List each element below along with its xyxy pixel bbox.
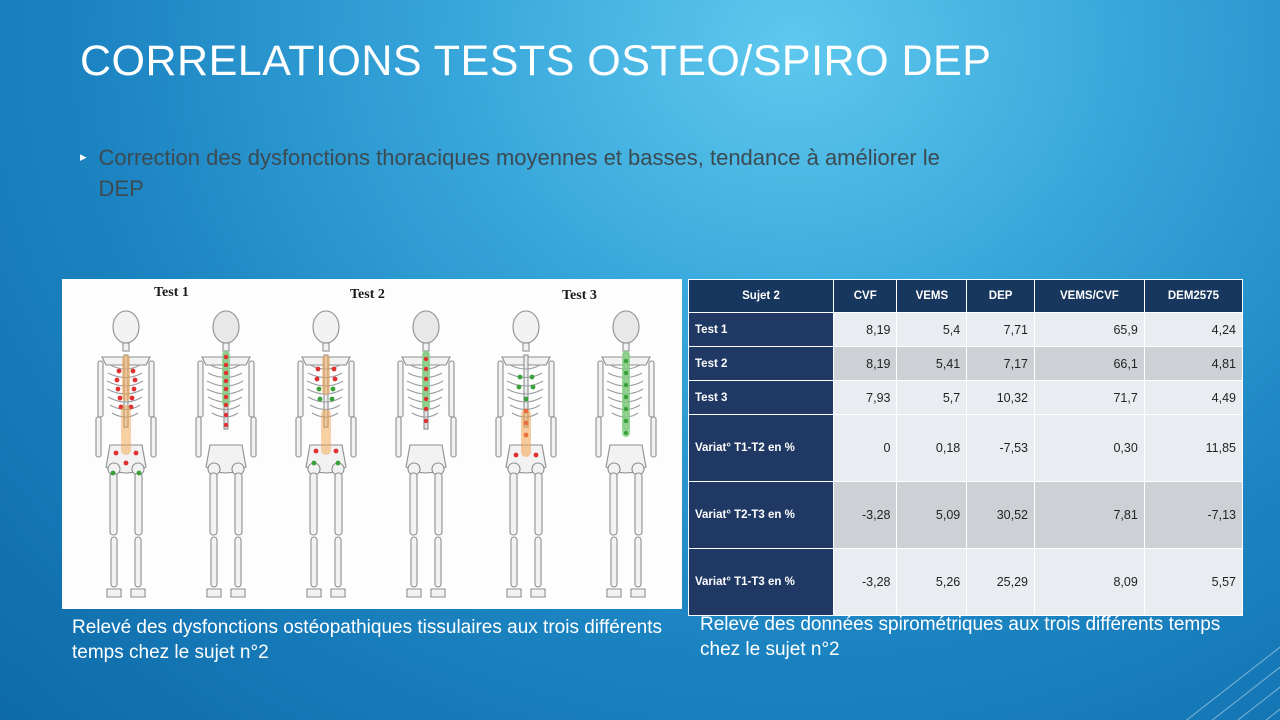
cell-vems-cvf: 8,09 (1034, 549, 1144, 616)
skeleton-test2-posterior (380, 305, 472, 605)
cell-cvf: -3,28 (834, 549, 897, 616)
row-header: Variat° T2-T3 en % (689, 482, 834, 549)
skeleton-test3-posterior (580, 305, 672, 605)
cell-dem2575: 5,57 (1144, 549, 1242, 616)
col-header-vems: VEMS (897, 280, 967, 313)
bullet-item (80, 142, 980, 204)
table-row (689, 347, 1243, 381)
page-title: CORRELATIONS TESTS OSTEO/SPIRO DEP (80, 37, 992, 85)
cell-cvf: 0 (834, 415, 897, 482)
cell-dem2575: 4,49 (1144, 381, 1242, 415)
cell-dem2575: 4,24 (1144, 313, 1242, 347)
row-header: Test 1 (689, 313, 834, 347)
skeleton-test3-anterior (480, 305, 572, 605)
caption-right: Relevé des données spirométriques aux trois différents temps chez le sujet n°2 (700, 614, 1221, 660)
table-row (689, 381, 1243, 415)
cell-cvf: 8,19 (834, 313, 897, 347)
cell-vems-cvf: 71,7 (1034, 381, 1144, 415)
cell-dem2575: -7,13 (1144, 482, 1242, 549)
cell-vems-cvf: 66,1 (1034, 347, 1144, 381)
cell-cvf: -3,28 (834, 482, 897, 549)
col-header-subject: Sujet 2 (689, 280, 834, 313)
col-header-vems-cvf: VEMS/CVF (1034, 280, 1144, 313)
row-header: Test 2 (689, 347, 834, 381)
cell-dem2575: 4,81 (1144, 347, 1242, 381)
cell-dem2575: 11,85 (1144, 415, 1242, 482)
table-row (689, 482, 1243, 549)
col-header-dem2575: DEM2575 (1144, 280, 1242, 313)
cell-vems-cvf: 65,9 (1034, 313, 1144, 347)
cell-vems: 0,18 (897, 415, 967, 482)
cell-vems: 5,4 (897, 313, 967, 347)
row-header: Variat° T1-T2 en % (689, 415, 834, 482)
cell-dep: 10,32 (967, 381, 1035, 415)
row-header: Variat° T1-T3 en % (689, 549, 834, 616)
caption-left: Relevé des dysfonctions ostéopathiques tissulaires aux trois différents temps chez le sujet n°2 (72, 617, 663, 663)
bullet-arrow-icon: ▸ (80, 149, 87, 164)
cell-vems: 5,09 (897, 482, 967, 549)
cell-dep: 7,17 (967, 347, 1035, 381)
table-row (689, 313, 1243, 347)
figure-label-test2: Test 2 (350, 287, 385, 302)
cell-dep: 25,29 (967, 549, 1035, 616)
table-row (689, 549, 1243, 616)
spirometry-table (688, 279, 1243, 616)
cell-dep: -7,53 (967, 415, 1035, 482)
figure-label-test1: Test 1 (154, 285, 189, 300)
spirometry-table-wrapper (688, 279, 1243, 616)
table-row (689, 415, 1243, 482)
cell-vems: 5,7 (897, 381, 967, 415)
cell-vems: 5,26 (897, 549, 967, 616)
cell-cvf: 8,19 (834, 347, 897, 381)
skeleton-test1-anterior (80, 305, 172, 605)
skeleton-figure-panel (62, 279, 682, 609)
cell-vems-cvf: 7,81 (1034, 482, 1144, 549)
row-header: Test 3 (689, 381, 834, 415)
cell-cvf: 7,93 (834, 381, 897, 415)
bullet-text: Correction des dysfonctions thoraciques moyennes et basses, tendance à améliorer le DEP (98, 145, 940, 201)
cell-dep: 30,52 (967, 482, 1035, 549)
col-header-cvf: CVF (834, 280, 897, 313)
figure-label-test3: Test 3 (562, 288, 597, 303)
table-header-row (689, 280, 1243, 313)
skeleton-test2-anterior (280, 305, 372, 605)
cell-dep: 7,71 (967, 313, 1035, 347)
skeleton-test1-posterior (180, 305, 272, 605)
col-header-dep: DEP (967, 280, 1035, 313)
cell-vems: 5,41 (897, 347, 967, 381)
cell-vems-cvf: 0,30 (1034, 415, 1144, 482)
